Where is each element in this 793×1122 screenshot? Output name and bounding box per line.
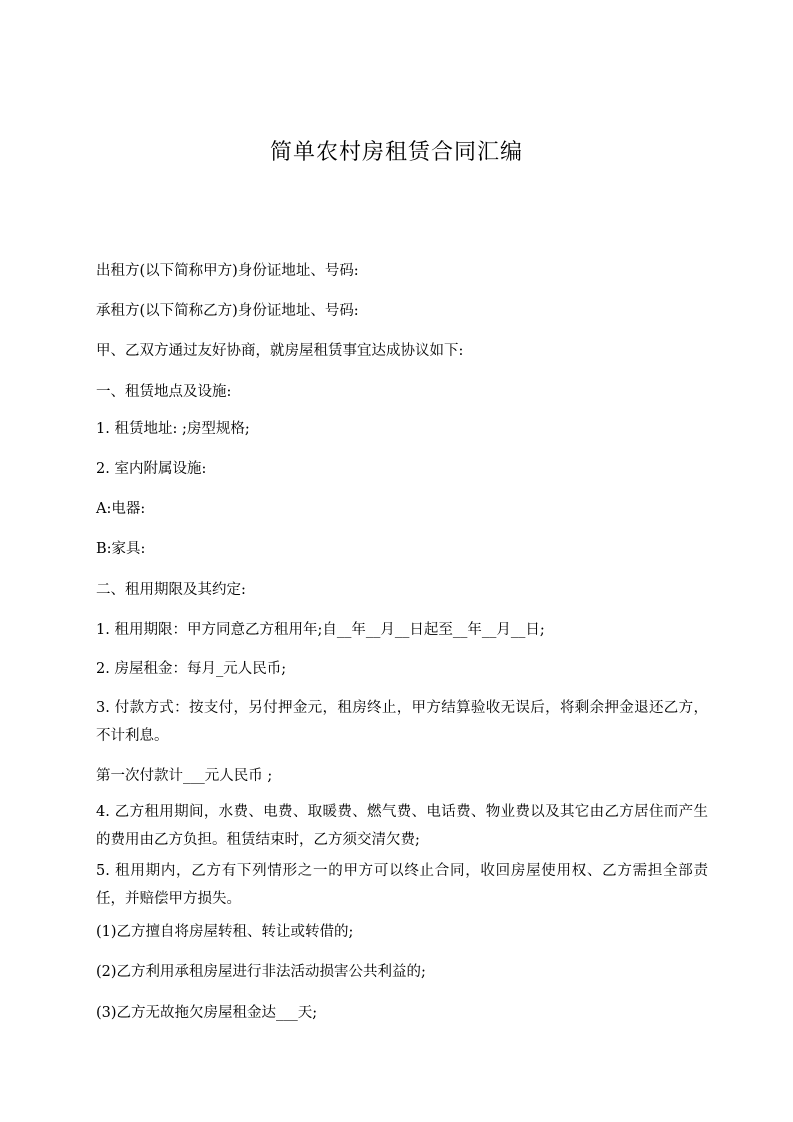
paragraph-facilities: 2. 室内附属设施:: [96, 461, 207, 477]
paragraph-payment-method: 3. 付款方式：按支付，另付押金元，租房终止，甲方结算验收无误后，将剩余押金退还乙方，不计利息。: [96, 700, 708, 744]
paragraph-appliances: A:电器:: [96, 501, 146, 517]
paragraph-lessee: 承租方(以下简称乙方)身份证地址、号码:: [96, 303, 359, 319]
paragraph-rental-address: 1. 租赁地址: ;房型规格;: [96, 421, 250, 437]
clause-illegal-use: (2)乙方利用承租房屋进行非法活动损害公共利益的;: [96, 964, 426, 980]
clause-sublease: (1)乙方擅自将房屋转租、转让或转借的;: [96, 924, 354, 940]
paragraph-termination: 5. 租用期内，乙方有下列情形之一的甲方可以终止合同，收回房屋使用权、乙方需担全部责任，并赔偿甲方损失。: [96, 863, 708, 907]
paragraph-lessor: 出租方(以下简称甲方)身份证地址、号码:: [96, 263, 359, 279]
paragraph-agreement-intro: 甲、乙双方通过友好协商，就房屋租赁事宜达成协议如下:: [96, 343, 464, 359]
paragraph-first-payment: 第一次付款计___元人民币 ;: [96, 768, 273, 784]
paragraph-furniture: B:家具:: [96, 541, 146, 557]
paragraph-rent: 2. 房屋租金：每月_元人民币;: [96, 661, 287, 677]
clause-rent-arrears: (3)乙方无故拖欠房屋租金达___天;: [96, 1005, 318, 1021]
section-heading-term: 二、租用期限及其约定:: [96, 582, 246, 598]
section-heading-location: 一、租赁地点及设施:: [96, 384, 232, 400]
paragraph-utility-fees: 4. 乙方租用期间，水费、电费、取暖费、燃气费、电话费、物业费以及其它由乙方居住而产生的费用由乙方负担。租赁结束时，乙方须交清欠费;: [96, 804, 708, 848]
document-title: 简单农村房租赁合同汇编: [269, 140, 523, 165]
paragraph-lease-term: 1. 租用期限：甲方同意乙方租用年;自__年__月__日起至__年__月__日;: [96, 622, 545, 638]
